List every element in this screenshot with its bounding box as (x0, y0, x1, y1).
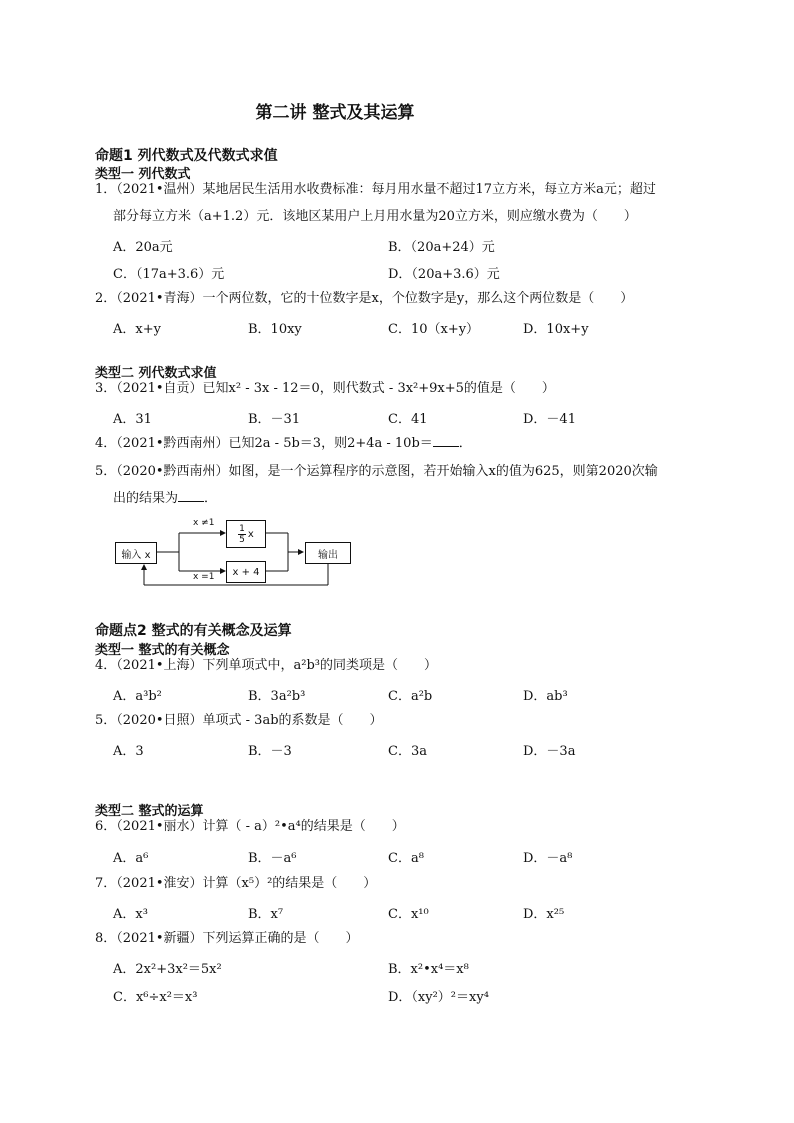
question-1-options-2 (113, 263, 713, 283)
program-flow-diagram (113, 515, 363, 590)
question-3: 3．（2021•自贡）已知x² - 3x - 12＝0，则代数式 - 3x²+9x+5的值是（ ） (95, 381, 555, 396)
question-t2-5: 5．（2020•日照）单项式 - 3ab的系数是（ ） (95, 713, 383, 728)
question-4-text: 4．（2021•黔西南州）已知2a - 5b＝3，则2+4a - 10b＝ (95, 436, 433, 451)
t2q4-option-b: B．3a²b³ (248, 689, 306, 704)
q1-option-b: B．（20a+24）元 (388, 240, 495, 255)
question-8-options-2 (113, 986, 713, 1006)
q3-option-b: B．－31 (248, 412, 301, 427)
q2-option-c: C．10（x+y） (388, 322, 480, 337)
question-6-options (113, 847, 713, 867)
q6-option-c: C．a⁸ (388, 851, 424, 866)
question-5-line2: 出的结果为 (113, 491, 179, 506)
q3-option-a: A．31 (113, 412, 152, 427)
q6-option-a: A．a⁶ (113, 851, 149, 866)
t2q5-option-a: A．3 (113, 744, 144, 759)
add-four-box: x + 4 (226, 561, 266, 583)
q2-option-b: B．10xy (248, 322, 302, 337)
topic1-type1-heading: 类型一 列代数式 (95, 167, 191, 182)
q7-option-c: C．x¹⁰ (388, 907, 429, 922)
question-1-line2: 部分每立方米（a+1.2）元．该地区某用户上月用水量为20立方米，则应缴水费为（ ） (113, 209, 637, 224)
q8-option-d: D．（xy²）²＝xy⁴ (388, 990, 489, 1005)
q8-option-a: A．2x²+3x²＝5x² (113, 962, 222, 977)
fraction-numerator: 1 (239, 523, 245, 534)
question-7-options (113, 903, 713, 923)
q1-option-d: D．（20a+3.6）元 (388, 267, 500, 282)
q6-option-b: B．－a⁶ (248, 851, 297, 866)
q3-option-c: C．41 (388, 412, 428, 427)
output-box: 输出 (305, 542, 351, 564)
question-5-line1: 5．（2020•黔西南州）如图，是一个运算程序的示意图，若开始输入x的值为625，则第2020次输 (95, 464, 658, 479)
q3-option-d: D．－41 (523, 412, 576, 427)
question-8: 8．（2021•新疆）下列运算正确的是（ ） (95, 931, 359, 946)
question-6: 6．（2021•丽水）计算（ - a）²•a⁴的结果是（ ） (95, 819, 405, 834)
multiply-fifth-box (226, 520, 266, 548)
question-t2-4: 4．（2021•上海）下列单项式中，a²b³的同类项是（ ） (95, 658, 438, 673)
topic1-type2-heading: 类型二 列代数式求值 (95, 366, 217, 381)
question-7: 7．（2021•淮安）计算（x⁵）²的结果是（ ） (95, 876, 377, 891)
question-1 (95, 176, 715, 230)
topic2-type2-heading: 类型二 整式的运算 (95, 804, 204, 819)
fraction (238, 524, 246, 545)
q7-option-a: A．x³ (113, 907, 148, 922)
q1-option-a: A．20a元 (113, 240, 173, 255)
page-title: 第二讲 整式及其运算 (255, 103, 415, 123)
q7-option-d: D．x²⁵ (523, 907, 565, 922)
q6-option-d: D．－a⁸ (523, 851, 573, 866)
question-t2-5-options (113, 740, 713, 760)
question-8-options (113, 958, 713, 978)
topic2-type1-heading: 类型一 整式的有关概念 (95, 643, 230, 658)
input-box: 输入 x (115, 542, 157, 564)
t2q5-option-c: C．3a (388, 744, 427, 759)
t2q5-option-b: B．－3 (248, 744, 292, 759)
topic1-heading: 命题1 列代数式及代数式求值 (95, 148, 278, 164)
q1-option-c: C．（17a+3.6）元 (113, 267, 225, 282)
question-5-line2-wrap (95, 485, 715, 512)
q7-option-b: B．x⁷ (248, 907, 284, 922)
t2q4-option-a: A．a³b² (113, 689, 162, 704)
q8-option-b: B．x²•x⁴＝x⁸ (388, 962, 469, 977)
q2-option-d: D．10x+y (523, 322, 589, 337)
condition-one: x =1 (193, 572, 215, 582)
question-t2-4-options (113, 685, 713, 705)
topic2-heading: 命题点2 整式的有关概念及运算 (95, 623, 292, 639)
question-1-options (113, 236, 713, 256)
q8-option-c: C．x⁶÷x²＝x³ (113, 990, 198, 1005)
t2q4-option-c: C．a²b (388, 689, 433, 704)
q2-option-a: A．x+y (113, 322, 161, 337)
question-3-options (113, 408, 713, 428)
question-5 (95, 458, 715, 512)
question-5-end: ． (204, 491, 218, 506)
question-1-line1: 1．（2021•温州）某地居民生活用水收费标准：每月用水量不超过17立方米，每立方米a元；超过 (95, 182, 656, 197)
answer-blank (433, 434, 459, 447)
answer-blank (178, 489, 204, 502)
fraction-variable: x (247, 528, 254, 540)
t2q4-option-d: D．ab³ (523, 689, 568, 704)
question-2: 2．（2021•青海）一个两位数，它的十位数字是x，个位数字是y，那么这个两位数是（ ） (95, 291, 634, 306)
t2q5-option-d: D．－3a (523, 744, 576, 759)
question-4 (95, 430, 715, 457)
fraction-denominator: 5 (239, 534, 245, 545)
question-2-options (113, 318, 713, 338)
question-4-end: ． (458, 436, 472, 451)
condition-not-one: x ≠1 (193, 518, 215, 528)
